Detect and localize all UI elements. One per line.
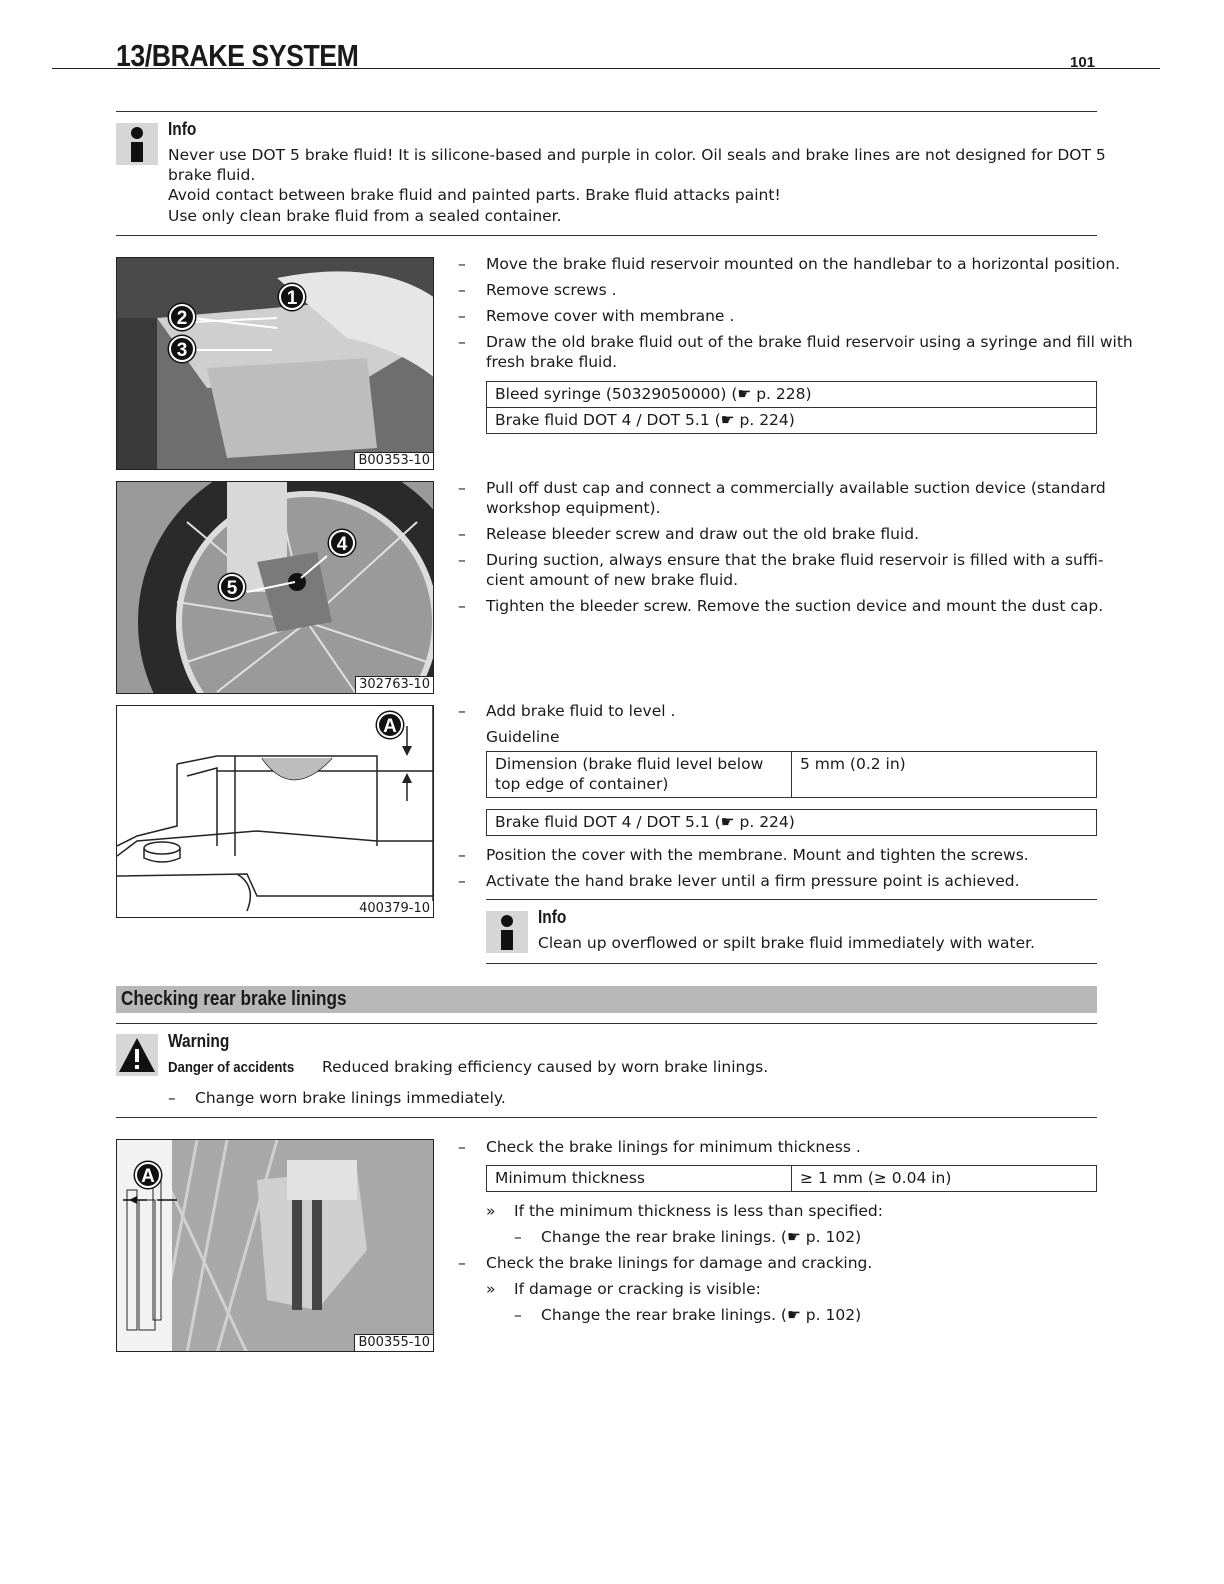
warning-title: Warning [168,1031,230,1051]
info-line: Avoid contact between brake fluid and painted parts. Brake fluid attacks paint! [168,186,781,204]
dimension-value-cell: 5 mm (0.2 in) [792,752,1097,798]
warning-text: Reduced braking efficiency caused by worn brake linings. [322,1058,769,1076]
callout-1: 1 [279,284,305,310]
action: – Change the rear brake linings. (☛ p. 102) [514,1306,862,1324]
level-diagram-drawing [117,706,434,918]
info-line: Use only clean brake fluid from a sealed container. [168,207,562,225]
reservoir-illustration [117,258,434,470]
min-thickness-value: ≥ 1 mm (≥ 0.04 in) [792,1166,1097,1192]
image-code: 302763-10 [355,676,433,693]
warning-top-rule [116,1023,1097,1024]
callout-5: 5 [219,574,245,600]
info-icon [486,911,528,953]
min-thickness-label: Minimum thickness [487,1166,792,1192]
tools-table [486,381,1097,434]
action: – Change the rear brake linings. (☛ p. 102) [514,1228,862,1246]
brake-linings-photo [116,1139,434,1352]
callout-4: 4 [329,530,355,556]
wheel-illustration [117,482,434,694]
dimension-label-line-1: Dimension (brake fluid level below [495,755,764,773]
info-bottom-rule [116,235,1097,236]
warning-bottom-rule [116,1117,1097,1118]
info2-text: Clean up overflowed or spilt brake fluid immediately with water. [538,934,1036,952]
warning-label: Danger of accidents [168,1059,295,1076]
page-number: 101 [1070,54,1096,71]
callout-A: A [377,712,403,738]
chapter-title: 13/BRAKE SYSTEM [116,38,359,73]
callout-3: 3 [169,336,195,362]
condition: » If the minimum thickness is less than specified: [486,1202,883,1220]
info-icon [116,123,158,165]
image-code: B00355-10 [354,1334,433,1351]
warning-icon [116,1034,158,1076]
reservoir-level-diagram [116,705,434,918]
callout-A: A [135,1162,161,1188]
info2-bottom-rule [486,963,1097,964]
dimension-label-line-2: top edge of container) [495,775,669,793]
info-top-rule [116,111,1097,112]
info2-title: Info [538,907,567,927]
guideline-label: Guideline [486,728,560,746]
section-title: Checking rear brake linings [121,988,347,1010]
warning-line [168,1057,769,1078]
reservoir-photo [116,257,434,470]
header-rule [52,68,1160,69]
info-line: brake fluid. [168,166,256,184]
tool-cell: Bleed syringe (50329050000) (☛ p. 228) [487,382,1097,408]
callout-2: 2 [169,304,195,330]
info-line: Never use DOT 5 brake fluid! It is silicone-based and purple in color. Oil seals and brake lines are not designed for DOT 5 [168,146,1106,164]
minimum-thickness-table [486,1165,1097,1192]
tool-cell: Brake fluid DOT 4 / DOT 5.1 (☛ p. 224) [487,408,1097,434]
fluid-cell: Brake fluid DOT 4 / DOT 5.1 (☛ p. 224) [487,810,1097,836]
image-code: 400379-10 [356,901,433,917]
fluid-table [486,809,1097,836]
info2-top-rule [486,899,1097,900]
wheel-photo [116,481,434,694]
image-code: B00353-10 [354,452,433,469]
condition: » If damage or cracking is visible: [486,1280,761,1298]
warning-action: – Change worn brake linings immediately. [168,1089,506,1107]
section-header [116,986,1097,1013]
dimension-table [486,751,1097,798]
dimension-label-cell [487,752,792,798]
brake-linings-illustration [117,1140,434,1352]
info-title: Info [168,119,197,139]
